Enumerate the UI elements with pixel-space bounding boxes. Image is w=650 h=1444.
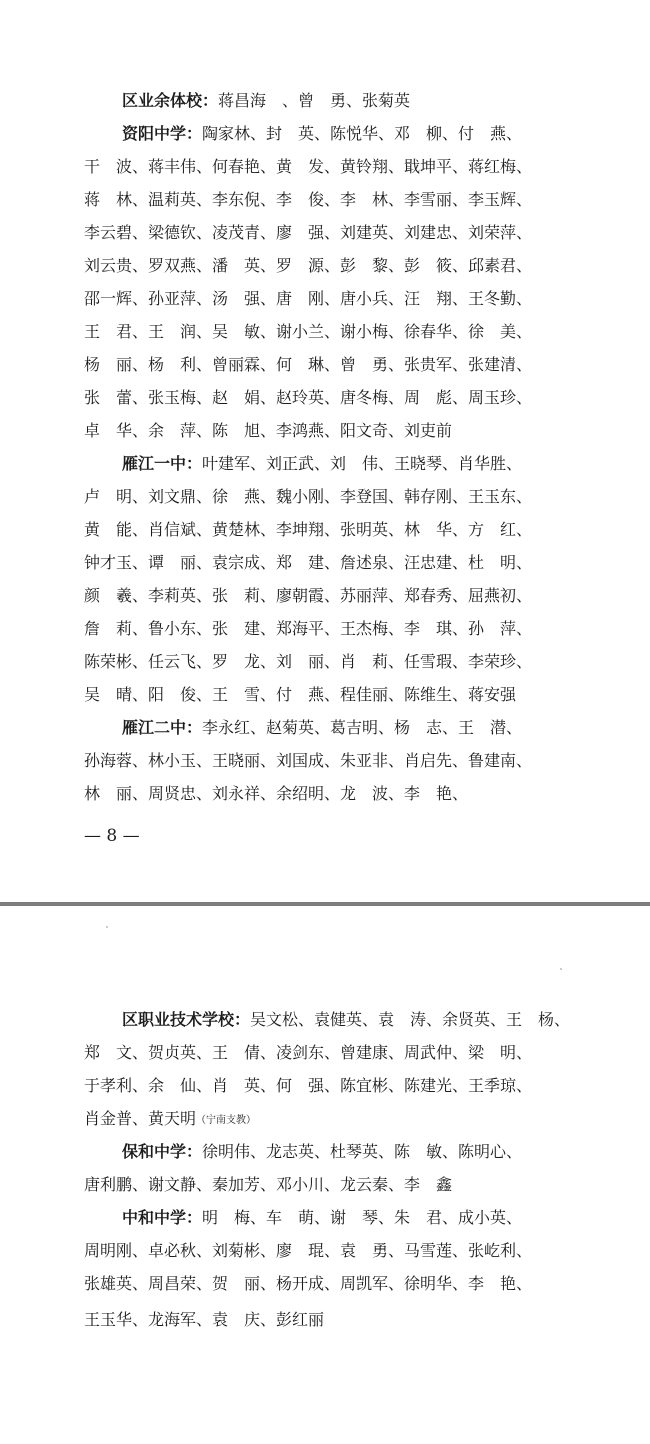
school-heading: 资阳中学：: [122, 124, 203, 143]
cut-off-text-line: [84, 1309, 325, 1329]
school-heading: 区业余体校：: [122, 91, 219, 110]
section-ziyang-middle-school: [84, 117, 564, 447]
school-heading: 区职业技术学校：: [122, 1010, 251, 1029]
name-list: 周明刚、卓必秋、刘菊彬、廖 琨、袁 勇、马雪莲、张屹利、: [84, 1241, 533, 1260]
name-list: 唐利鹏、谢文静、秦加芳、邓小川、龙云秦、李 鑫: [84, 1175, 453, 1194]
section-yanjiang-no2-middle-school: [84, 711, 564, 810]
school-heading: 中和中学：: [122, 1208, 203, 1227]
name-list: 张雄英、周昌荣、贺 丽、杨开成、周凯军、徐明华、李 艳、: [84, 1274, 533, 1293]
name-list: 颜 羲、李莉英、张 莉、廖朝霞、苏丽萍、郑春秀、屈燕初、: [84, 586, 533, 605]
annotation-note: （宁南支教）: [196, 1115, 257, 1126]
text-line: [84, 1201, 564, 1234]
name-list: 卢 明、刘文鼎、徐 燕、魏小刚、李登国、韩存刚、王玉东、: [84, 487, 533, 506]
name-list: 干 波、蒋丰伟、何春艳、黄 发、黄铃翔、戢坤平、蒋红梅、: [84, 157, 533, 176]
name-list: 李云碧、梁德钦、凌茂青、廖 强、刘建英、刘建忠、刘荣萍、: [84, 223, 533, 242]
name-list: 李永红、赵菊英、葛吉明、杨 志、王 潜、: [202, 718, 523, 737]
section-baohe-middle-school: [84, 1135, 564, 1201]
name-list: 肖金普、黄天明: [84, 1109, 197, 1128]
text-line: [84, 1135, 564, 1168]
scan-speck: [106, 926, 108, 928]
text-line: [84, 84, 564, 117]
name-list: 蒋 林、温莉英、李东倪、李 俊、李 林、李雪丽、李玉辉、: [84, 190, 533, 209]
page-number: — 8 —: [84, 826, 140, 846]
name-list: 吴文松、袁健英、袁 涛、余贤英、王 杨、: [250, 1010, 571, 1029]
name-list: 张 蕾、张玉梅、赵 娟、赵玲英、唐冬梅、周 彪、周玉珍、: [84, 388, 533, 407]
text-line: [84, 711, 564, 744]
name-list: 于孝利、余 仙、肖 英、何 强、陈宜彬、陈建光、王季琼、: [84, 1076, 533, 1095]
name-list: 叶建军、刘正武、刘 伟、王晓琴、肖华胜、: [202, 454, 523, 473]
name-list: 陶家林、封 英、陈悦华、邓 柳、付 燕、: [202, 124, 523, 143]
section-vocational-school: [84, 1003, 571, 1135]
name-list: 詹 莉、鲁小东、张 建、郑海平、王杰梅、李 琪、孙 萍、: [84, 619, 533, 638]
section-sports-school: [84, 84, 564, 117]
name-list: 徐明伟、龙志英、杜琴英、陈 敏、陈明心、: [202, 1142, 523, 1161]
name-list: 钟才玉、谭 丽、袁宗成、郑 建、詹述泉、汪忠建、杜 明、: [84, 553, 533, 572]
text-line: [84, 1003, 571, 1036]
name-list: 吴 晴、阳 俊、王 雪、付 燕、程佳丽、陈维生、蒋安强: [84, 685, 517, 704]
name-list: 王玉华、龙海军、袁 庆、彭红丽: [84, 1310, 325, 1329]
text-line: [84, 117, 564, 150]
section-zhonghe-middle-school: [84, 1201, 564, 1300]
name-list: 陈荣彬、任云飞、罗 龙、刘 丽、肖 莉、任雪瑕、李荣珍、: [84, 652, 533, 671]
text-line: [84, 1102, 564, 1135]
section-yanjiang-no1-middle-school: [84, 447, 564, 711]
school-heading: 雁江一中：: [122, 454, 203, 473]
name-list: 明 梅、车 萌、谢 琴、朱 君、成小英、: [202, 1208, 523, 1227]
name-list: 黄 能、肖信斌、黄楚林、李坤翔、张明英、林 华、方 红、: [84, 520, 533, 539]
name-list: 郑 文、贺贞英、王 倩、凌剑东、曾建康、周武仲、梁 明、: [84, 1043, 533, 1062]
name-list: 林 丽、周贤忠、刘永祥、余绍明、龙 波、李 艳、: [84, 784, 469, 803]
name-list: 蒋昌海 、曾 勇、张菊英: [218, 91, 411, 110]
name-list: 邵一辉、孙亚萍、汤 强、唐 刚、唐小兵、汪 翔、王冬勤、: [84, 289, 533, 308]
name-list: 卓 华、余 萍、陈 旭、李鸿燕、阳文奇、刘吏前: [84, 421, 453, 440]
scan-speck: [560, 968, 562, 970]
school-heading: 雁江二中：: [122, 718, 203, 737]
school-heading: 保和中学：: [122, 1142, 203, 1161]
name-list: 孙海蓉、林小玉、王晓丽、刘国成、朱亚非、肖启先、鲁建南、: [84, 751, 533, 770]
document-page-9: [0, 906, 650, 1444]
name-list: 王 君、王 润、吴 敏、谢小兰、谢小梅、徐春华、徐 美、: [84, 322, 533, 341]
text-line: [84, 447, 564, 480]
name-list: 刘云贵、罗双燕、潘 英、罗 源、彭 黎、彭 筱、邱素君、: [84, 256, 533, 275]
name-list: 杨 丽、杨 利、曾丽霖、何 琳、曾 勇、张贵军、张建清、: [84, 355, 533, 374]
